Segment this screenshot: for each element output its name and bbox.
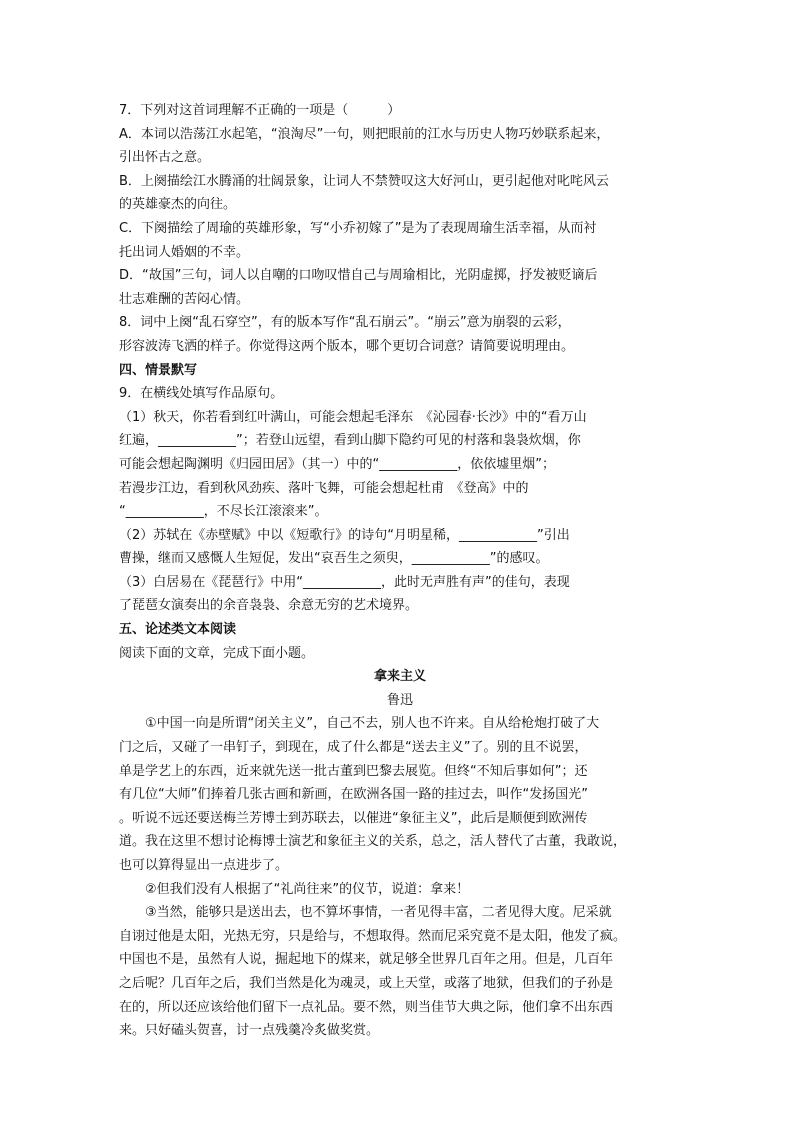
- article-title: 拿来主义: [373, 669, 426, 685]
- para3-line1: ③当然，能够只是送出去，也不算坏事情，一者见得丰富，二者见得大度。尼采就: [145, 905, 612, 921]
- q7-option-d-line2: 壮志难酬的苦闷心情。: [119, 291, 250, 307]
- q9-stem: 9．在横线处填写作品原句。: [119, 386, 284, 402]
- q9-item1-line5: “____________，不尽长江滚滚来”。: [119, 504, 328, 520]
- section5-heading: 五、论述类文本阅读: [119, 622, 237, 638]
- document-page: [119, 99, 681, 1043]
- q7-option-a-line1: A．本词以浩荡江水起笔，“浪淘尽”一句，则把眼前的江水与历史人物巧妙联系起来，: [119, 126, 610, 142]
- q9-item2-line2: 曹操，继而又感慨人生短促，发出“哀吾生之须臾，____________”的感叹。: [119, 551, 549, 567]
- para1-line3: 单是学艺上的东西，近来就先送一批古董到巴黎去展览。但终“不知后事如何”；还: [119, 763, 588, 779]
- section4-heading: 四、情景默写: [119, 362, 198, 378]
- para1-line4: 有几位“大师”们捧着几张古画和新画，在欧洲各国一路的挂过去，叫作“发扬国光”: [119, 787, 588, 803]
- article-author: 鲁迅: [386, 692, 413, 708]
- q9-item3-line1: （3）白居易在《琵琶行》中用“____________，此时无声胜有声”的佳句，表现: [119, 574, 570, 590]
- q9-item1-line1: （1）秋天，你若看到红叶满山，可能会想起毛泽东 《沁园春·长沙》中的“看万山: [119, 409, 587, 425]
- q7-option-c-line1: C．下阕描绘了周瑜的英雄形象，写“小乔初嫁了”是为了表现周瑜生活幸福，从而衬: [119, 220, 597, 236]
- q8-line1: 8．词中上阕“乱石穿空”，有的版本写作“乱石崩云”。“崩云”意为崩裂的云彩，: [119, 315, 571, 331]
- q9-item1-line4: 若漫步江边，看到秋风劲疾、落叶飞舞，可能会想起杜甫 《登高》中的: [119, 480, 529, 496]
- para3-line5: 在的，所以还应该给他们留下一点礼品。要不然，则当佳节大典之际，他们拿不出东西: [119, 999, 614, 1015]
- para1-line2: 门之后，又碰了一串钉子，到现在，成了什么都是“送去主义”了。别的且不说罢，: [119, 740, 588, 756]
- para1-line5: 。听说不远还要送梅兰芳博士到苏联去，以催进“象征主义”，此后是顺便到欧洲传: [119, 810, 588, 826]
- q9-item1-line3: 可能会想起陶渊明《归园田居》（其一）中的“____________，依依墟里烟”；: [119, 456, 555, 472]
- para2: ②但我们没有人根据了“礼尚往来”的仪节，说道：拿来！: [145, 881, 470, 897]
- q7-option-a-line2: 引出怀古之意。: [119, 150, 211, 166]
- para1-line1: ①中国一向是所谓“闭关主义”，自己不去，别人也不许来。自从给枪炮打破了大: [145, 716, 600, 732]
- para3-line6: 来。只好磕头贺喜，讨一点残羹冷炙做奖赏。: [119, 1023, 380, 1039]
- para3-line2: 自诩过他是太阳，光热无穷，只是给与，不想取得。然而尼采究竟不是太阳，他发了疯。: [119, 928, 627, 944]
- q9-item3-line2: 了琵琶女演奏出的余音袅袅、余意无穷的艺术境界。: [119, 598, 419, 614]
- para3-line4: 之后呢？几百年之后，我们当然是化为魂灵，或上天堂，或落了地狱，但我们的子孙是: [119, 975, 614, 991]
- q7-stem: 7．下列对这首词理解不正确的一项是（ ）: [119, 103, 401, 118]
- para3-line3: 中国也不是，虽然有人说，掘起地下的煤来，就足够全世界几百年之用。但是，几百年: [119, 952, 614, 968]
- para1-line6: 道。我在这里不想讨论梅博士演艺和象征主义的关系，总之，活人替代了古董，我敢说，: [119, 834, 627, 850]
- q7-option-b-line2: 的英雄豪杰的向往。: [119, 197, 237, 213]
- para1-line7: 也可以算得显出一点进步了。: [119, 858, 289, 873]
- q9-item1-line2: 红遍，____________”；若登山远望，看到山脚下隐约可见的村落和袅袅炊烟，你: [119, 433, 581, 449]
- q7-option-d-line1: D．“故国”三句，词人以自嘲的口吻叹惜自己与周瑜相比，光阴虚掷，抒发被贬谪后: [119, 268, 598, 284]
- q7-option-c-line2: 托出词人婚姻的不幸。: [119, 244, 250, 260]
- section5-intro: 阅读下面的文章，完成下面小题。: [119, 645, 315, 661]
- q9-item2-line1: （2）苏轼在《赤壁赋》中以《短歌行》的诗句“月明星稀，____________”引出: [119, 527, 570, 543]
- q7-option-b-line1: B．上阕描绘江水腾涌的壮阔景象，让词人不禁赞叹这大好河山，更引起他对叱咤风云: [119, 173, 609, 189]
- q8-line2: 形容波涛飞洒的样子。你觉得这两个版本，哪个更切合词意？请简要说明理由。: [119, 338, 575, 354]
